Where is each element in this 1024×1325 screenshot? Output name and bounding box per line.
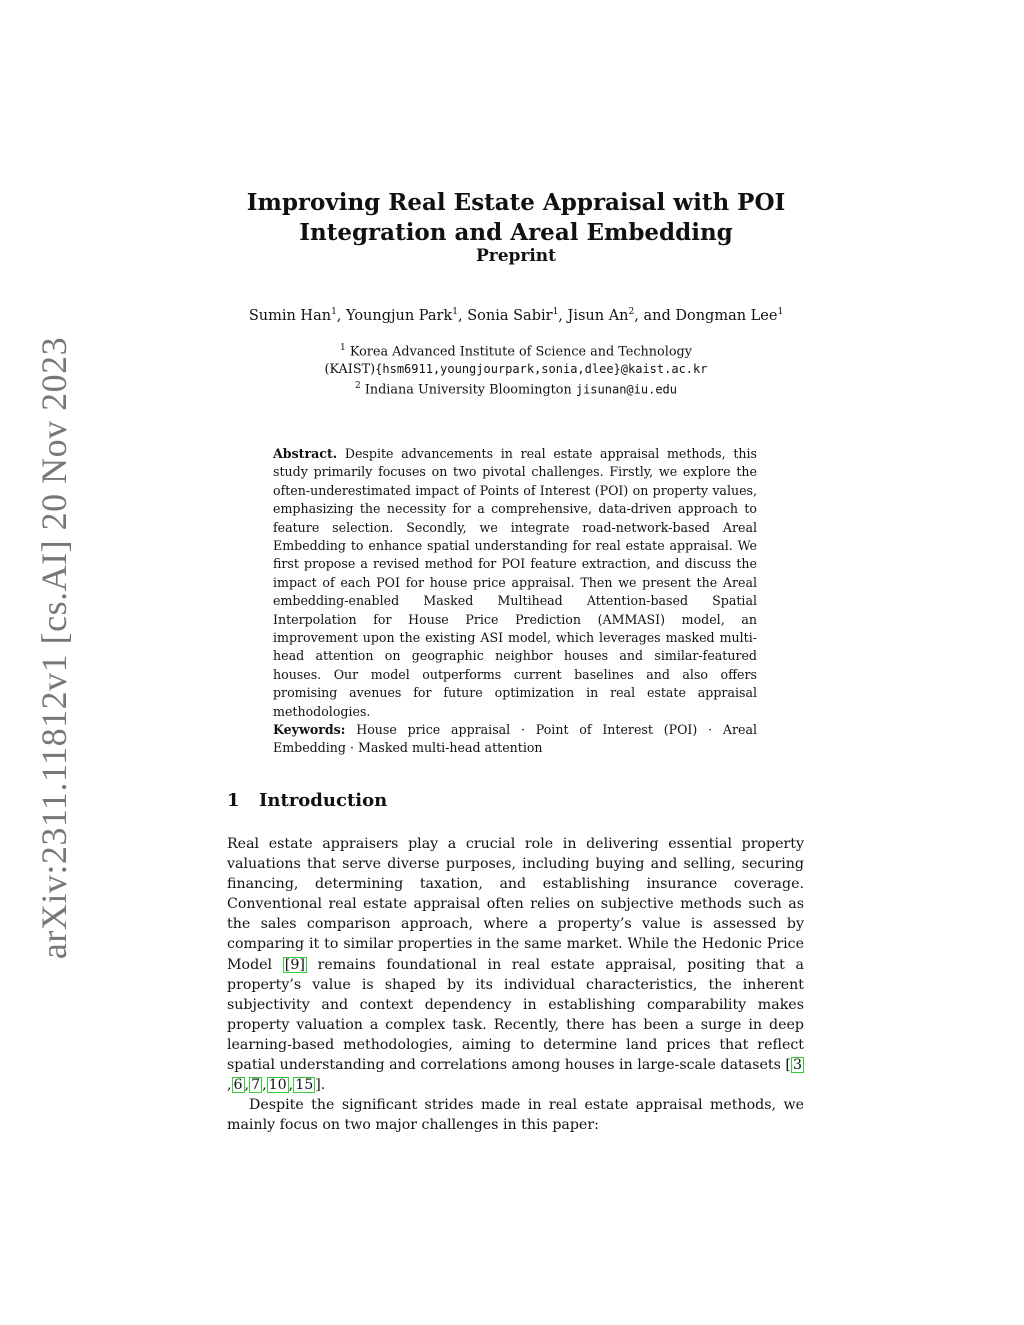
citation-bracket-open: [ xyxy=(785,1057,791,1074)
affiliation-1-emails: {hsm6911,youngjourpark,sonia,dlee}@kaist.ac.kr xyxy=(375,362,708,376)
section-number: 1 xyxy=(227,790,240,811)
affiliation-2-email: jisunan@iu.edu xyxy=(575,382,677,397)
paragraph-1-end: . xyxy=(320,1077,326,1094)
author-name: Sonia Sabir xyxy=(467,307,553,324)
abstract-label: Abstract. xyxy=(273,446,338,461)
paper-title-line-1: Improving Real Estate Appraisal with POI xyxy=(246,189,786,216)
introduction-body xyxy=(227,834,804,1135)
citation-link[interactable]: 3 xyxy=(792,1057,802,1074)
paper-subtitle: Preprint xyxy=(475,246,557,266)
introduction-paragraph-2: Despite the significant strides made in real estate appraisal methods, we mainly focus on two major challenges in this paper: xyxy=(227,1097,804,1134)
author-list xyxy=(212,307,820,324)
citation-link[interactable]: 6 xyxy=(233,1077,243,1094)
citation-separator: , xyxy=(288,1077,294,1094)
author-name: Youngjun Park xyxy=(346,307,453,324)
author-name: Dongman Lee xyxy=(675,307,778,324)
author-name: Sumin Han xyxy=(248,307,332,324)
affiliation-1 xyxy=(212,343,820,359)
arxiv-identifier-stamp: arXiv:2311.11812v1 [cs.AI] 20 Nov 2023 xyxy=(34,336,74,960)
introduction-paragraph-1 xyxy=(227,834,804,1095)
citation-hedonic-number[interactable]: 9 xyxy=(290,956,300,973)
author-affiliation-mark: 1 xyxy=(331,307,337,317)
affiliation-1-org: (KAIST) xyxy=(324,362,376,377)
keywords-label: Keywords: xyxy=(273,722,346,737)
citation-link[interactable]: 15 xyxy=(295,1077,314,1094)
paragraph-1-part-1: Real estate appraisers play a crucial role in delivering essential property valuations that serve diverse purposes, including buying and selling, securing financing, determining taxation, and establishing insurance coverage. Conventional real estate appraisal often relies on subjective methods such as the sales comparison approach, where a property’s value is assessed by comparing it to similar properties in the same market. While the Hedonic Price Model xyxy=(227,836,804,973)
section-title: Introduction xyxy=(259,790,388,811)
citation-separator: , xyxy=(244,1077,250,1094)
keywords-text: House price appraisal · Point of Interest (POI) · Areal Embedding · Masked multi-head attention xyxy=(273,722,757,756)
citation-bracket-close: ] xyxy=(315,1077,321,1094)
affiliation-1-contact xyxy=(212,362,820,377)
section-heading-introduction xyxy=(227,790,387,811)
author-affiliation-mark: 1 xyxy=(552,307,559,317)
author-affiliation-mark: 1 xyxy=(452,307,459,317)
author-name: Jisun An xyxy=(567,307,629,324)
abstract-text: Despite advancements in real estate appraisal methods, this study primarily focuses on two pivotal challenges. Firstly, we explore the often-underestimated impact of Points of Interest (POI) on property values, emphasizing the necessity for a comprehensive, data-driven approach to feature selection. Secondly, we integrate road-network-based Areal Embedding to enhance spatial understanding for real estate appraisal. We first propose a revised method for POI feature extraction, and discuss the impact of each POI for house price appraisal. Then we present the Areal embedding-enabled Masked Multihead Attention-based Spatial Interpolation for House Price Prediction (AMMASI) model, an improvement upon the existing ASI model, which leverages masked multi-head attention on geographic neighbor houses and similar-featured houses. Our model outperforms current baselines and also offers promising avenues for future optimization in real estate appraisal methodologies. xyxy=(273,446,757,719)
paragraph-1-part-2: remains foundational in real estate appraisal, positing that a property’s value is shaped by its individual characteristics, the inherent subjectivity and context dependency in establishing comparability makes property valuation a complex task. Recently, there has been a surge in deep learning-based methodologies, aiming to determine land prices that reflect spatial understanding and correlations among houses in large-scale datasets xyxy=(227,956,804,1074)
author-separator: , xyxy=(558,307,568,324)
affiliation-2 xyxy=(212,381,820,397)
paper-title-line-2: Integration and Areal Embedding xyxy=(299,219,733,246)
citation-separator: , xyxy=(262,1077,267,1094)
citation-link[interactable]: 10 xyxy=(268,1077,287,1094)
author-affiliation-mark: 2 xyxy=(628,307,635,317)
citation-link[interactable]: [9] xyxy=(284,956,305,973)
keywords-block xyxy=(273,721,757,758)
affiliation-2-mark: 2 xyxy=(355,381,361,391)
author-separator: , xyxy=(336,307,347,324)
author-affiliation-mark: 1 xyxy=(777,307,784,317)
affiliation-1-mark: 1 xyxy=(340,343,346,353)
citation-link[interactable]: 7 xyxy=(251,1077,261,1094)
citation-separator: , xyxy=(227,1077,232,1094)
abstract-block xyxy=(273,445,757,721)
affiliation-2-name: Indiana University Bloomington xyxy=(364,382,572,398)
author-separator: , and xyxy=(634,307,676,324)
affiliation-1-name: Korea Advanced Institute of Science and Technology xyxy=(349,344,692,360)
author-separator: , xyxy=(458,307,468,324)
